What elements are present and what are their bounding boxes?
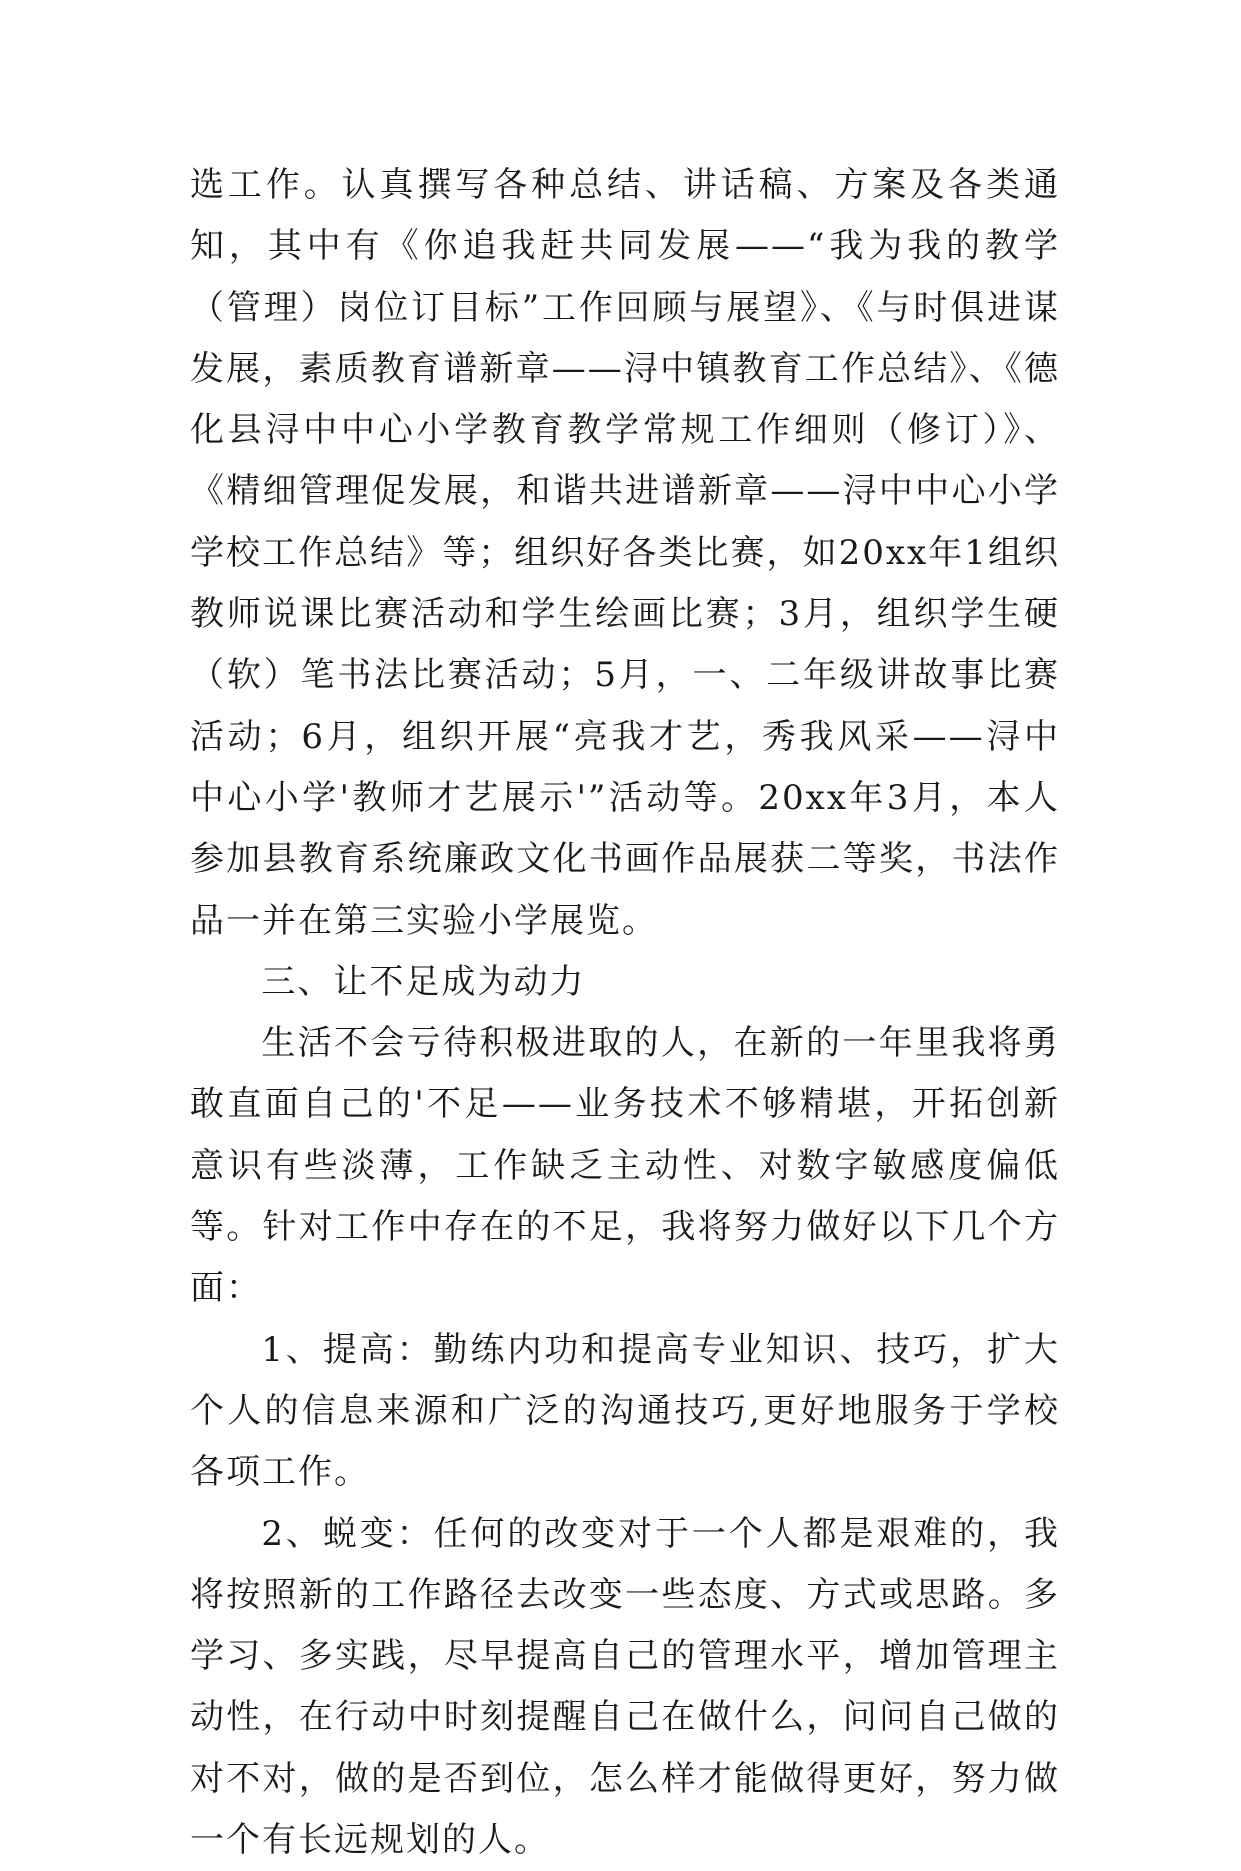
document-body xyxy=(190,155,1060,1871)
paragraph-transform: 2、蜕变：任何的改变对于一个人都是艰难的，我将按照新的工作路径去改变一些态度、方式或思路。多学习、多实践，尽早提高自己的管理水平，增加管理主动性，在行动中时刻提醒自己在做什么，问问自己做的对不对，做的是否到位，怎么样才能做得更好，努力做一个有长远规划的人。 xyxy=(190,1513,1060,1861)
paragraph-work-summary: 选工作。认真撰写各种总结、讲话稿、方案及各类通知，其中有《你追我赶共同发展——“我为我的教学（管理）岗位订目标”工作回顾与展望》、《与时俱进谋发展，素质教育谱新章——浔中镇教育工作总结》、《德化县浔中中心小学教育教学常规工作细则（修订）》、《精细管理促发展，和谐共进谱新章——浔中中心小学学校工作总结》等；组织好各类比赛，如20xx年1组织教师说课比赛活动和学生绘画比赛；3月，组织学生硬（软）笔书法比赛活动；5月，一、二年级讲故事比赛活动；6月，组织开展“亮我才艺，秀我风采——浔中中心小学'教师才艺展示'”活动等。20xx年3月，本人参加县教育系统廉政文化书画作品展获二等奖，书法作品一并在第三实验小学展览。 xyxy=(190,165,1060,941)
paragraph-shortcomings: 生活不会亏待积极进取的人，在新的一年里我将勇敢直面自己的'不足——业务技术不够精堪，开拓创新意识有些淡薄，工作缺乏主动性、对数字敏感度偏低等。针对工作中存在的不足，我将努力做好以下几个方面： xyxy=(190,1023,1060,1309)
section-heading-shortcomings: 三、让不足成为动力 xyxy=(261,961,586,1002)
paragraph-improve: 1、提高：勤练内功和提高专业知识、技巧，扩大个人的信息来源和广泛的沟通技巧,更好地服务于学校各项工作。 xyxy=(190,1329,1060,1493)
